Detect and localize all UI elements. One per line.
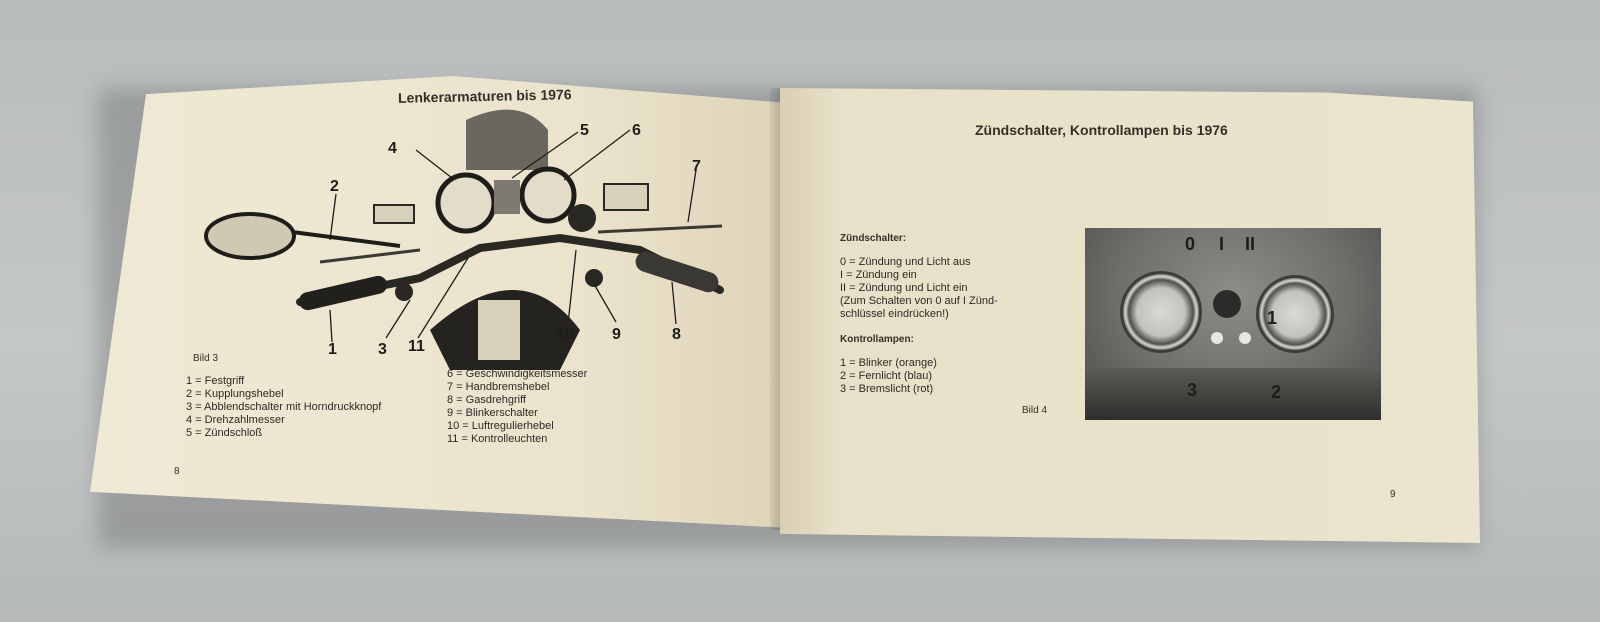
- ignition-line: schlüssel eindrücken!): [840, 308, 949, 320]
- callout-8: 8: [672, 326, 681, 343]
- callout-6: 6: [632, 122, 641, 139]
- legend-item: 7 = Handbremshebel: [447, 381, 550, 393]
- photo-label-0: 0: [1185, 234, 1196, 254]
- legend-item: 2 = Kupplungshebel: [186, 388, 284, 400]
- callout-1: 1: [328, 341, 337, 358]
- callout-10: 10: [556, 326, 574, 343]
- legend-col1: [186, 375, 381, 440]
- legend-col2: [447, 368, 587, 446]
- legend-item: 5 = Zündschloß: [186, 427, 263, 439]
- lamps-list: [840, 357, 937, 396]
- ignition-list: [840, 256, 998, 321]
- right-page-title: Zündschalter, Kontrollampen bis 1976: [975, 122, 1228, 138]
- ignition-switch: [1213, 290, 1241, 318]
- callout-3: 3: [378, 341, 387, 358]
- callout-9: 9: [612, 326, 621, 343]
- lamps-heading: Kontrollampen:: [840, 334, 914, 345]
- callout-7: 7: [692, 158, 701, 175]
- legend-item: 8 = Gasdrehgriff: [447, 394, 526, 406]
- lamp-line: 2 = Fernlicht (blau): [840, 370, 933, 382]
- callout-5: 5: [580, 122, 589, 139]
- figure-caption-right: Bild 4: [1022, 405, 1048, 416]
- lamp-line: 3 = Bremslicht (rot): [840, 383, 934, 395]
- photo-label-2: 2: [1271, 382, 1282, 402]
- indicator-lamp: [1211, 332, 1223, 344]
- legend-item: 10 = Luftregulierhebel: [447, 420, 554, 432]
- ignition-line: (Zum Schalten von 0 auf I Zünd-: [840, 295, 998, 307]
- photo-label-1: 1: [1267, 308, 1278, 328]
- left-page-title: Lenkerarmaturen bis 1976: [397, 86, 572, 106]
- legend-item: 6 = Geschwindigkeitsmesser: [447, 368, 588, 380]
- ignition-heading: Zündschalter:: [840, 233, 907, 244]
- lamp-line: 1 = Blinker (orange): [840, 357, 937, 369]
- legend-item: 11 = Kontrolleuchten: [447, 433, 548, 445]
- handlebar-clamp: [1085, 368, 1381, 420]
- ignition-photo: [1085, 228, 1381, 420]
- ignition-line: II = Zündung und Licht ein: [840, 282, 968, 294]
- ignition-line: 0 = Zündung und Licht aus: [840, 256, 971, 268]
- callout-2: 2: [330, 178, 339, 195]
- photo-label-I: I: [1219, 234, 1225, 254]
- photo-label-3: 3: [1187, 380, 1198, 400]
- ignition-line: I = Zündung ein: [840, 269, 917, 281]
- tachometer-gauge: [1123, 274, 1199, 350]
- page-number-left: 8: [174, 466, 180, 477]
- legend-item: 4 = Drehzahlmesser: [186, 414, 285, 426]
- legend-item: 9 = Blinkerschalter: [447, 407, 538, 419]
- legend-item: 3 = Abblendschalter mit Horndruckknopf: [186, 401, 382, 413]
- page-number-right: 9: [1390, 489, 1396, 500]
- callout-11: 11: [408, 338, 425, 355]
- indicator-lamp: [1239, 332, 1251, 344]
- callout-4: 4: [388, 140, 397, 157]
- photo-label-II: II: [1245, 234, 1256, 254]
- figure-caption-left: Bild 3: [193, 353, 219, 364]
- legend-item: 1 = Festgriff: [186, 375, 245, 387]
